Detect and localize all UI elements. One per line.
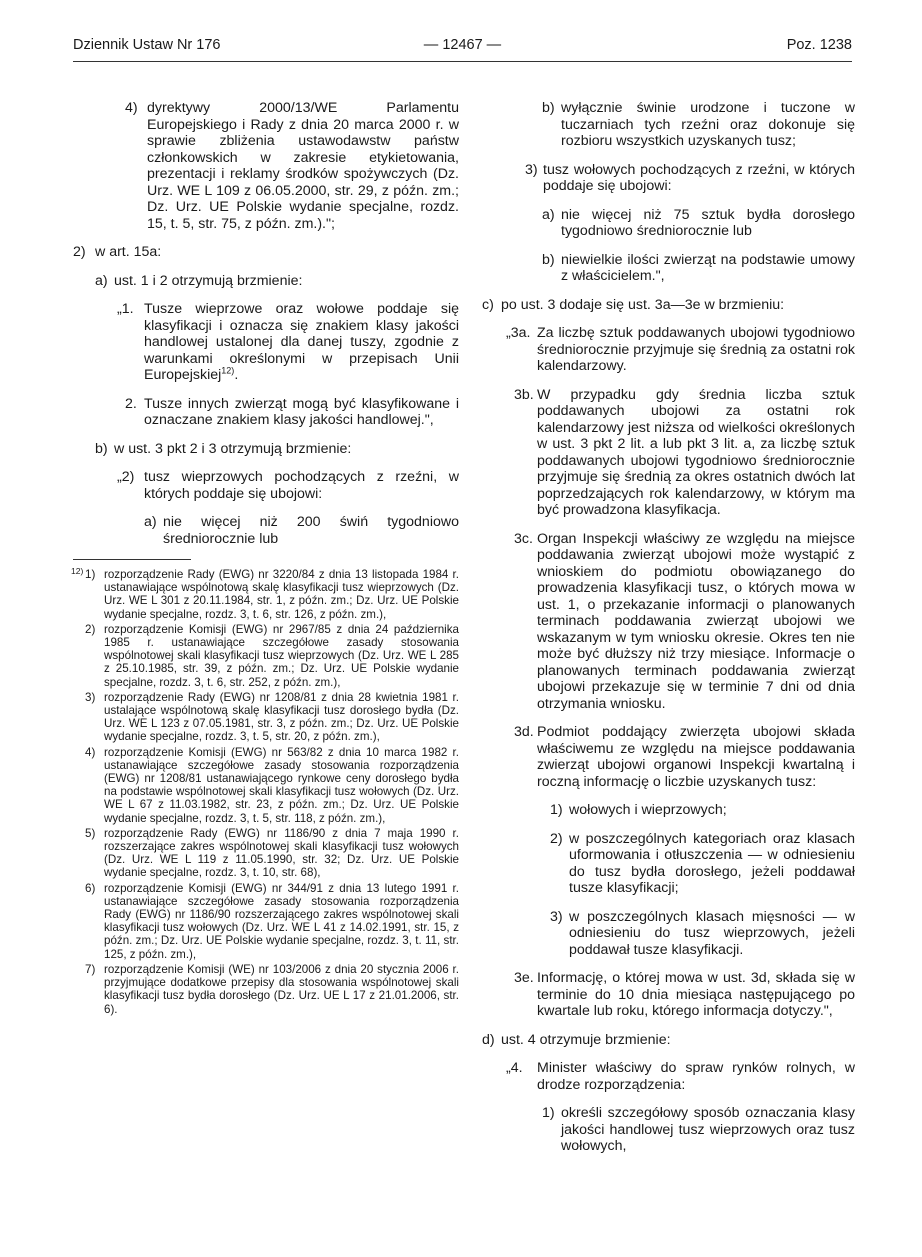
paragraph-3d-point-2: 2) w poszczególnych kategoriach oraz klasach uformowania i otłuszczenia — w odniesieniu do tusz bydła dorosłego, jeżeli poddawał tusze klasyfikacji; bbox=[550, 830, 855, 896]
footnotes bbox=[73, 568, 459, 1016]
position-number: Poz. 1238 bbox=[786, 37, 852, 53]
footnote-item: 6) rozporządzenie Komisji (EWG) nr 344/91 z dnia 13 lutego 1991 r. ustanawiające szczegółowe zasady stosowania rozporządzenia Rady (EWG) nr 1186/90 rozszerzającego zakres wspólnotowej skali klasyfikacji tusz wołowych (Dz. Urz. WE L 41 z 14.02.1991, str. 15, z późn. zm.; Dz. Urz. UE Polskie wydanie specjalne, rozdz. 3, t. 11, str. 125, z późn. zm.), bbox=[85, 881, 459, 961]
page-number: — 12467 — bbox=[423, 37, 502, 53]
footnote-item: 3) rozporządzenie Rady (EWG) nr 1208/81 z dnia 28 kwietnia 1981 r. ustalające wspólnotową skalę klasyfikacji tusz dorosłego bydła (Dz. Urz. WE L 123 z 07.05.1981, str. 3, z późn. zm.; Dz. Urz. UE Polskie wydanie specjalne, rozdz. 3, t. 5, str. 20, z późn. zm.), bbox=[85, 690, 459, 744]
paragraph-2: 2. Tusze innych zwierząt mogą być klasyfikowane i oznaczane znakiem klasy jakości handlowej.", bbox=[125, 395, 459, 428]
paragraph-3d-point-3: 3) w poszczególnych klasach mięsności — w odniesieniu do tusz wieprzowych, jeżeli poddawał tusze klasyfikacji. bbox=[550, 908, 855, 958]
point-2-letter-b: b) wyłącznie świnie urodzone i tuczone w tuczarniach tych rzeźni oraz dokonuje się rozbioru wszystkich uzyskanych tusz; bbox=[542, 100, 855, 149]
point-3-letter-a: a) nie więcej niż 75 sztuk bydła dorosłego tygodniowo średniorocznie lub bbox=[542, 206, 855, 239]
footnote-item: 7) rozporządzenie Komisji (WE) nr 103/2006 z dnia 20 stycznia 2006 r. przyjmujące dodatkowe przepisy dla stosowania wspólnotowej skali klasyfikacji tusz bydła dorosłego (Dz. Urz. UE L 17 z 21.01.2006, str. 6). bbox=[85, 962, 459, 1016]
directive-item-4: 4) dyrektywy 2000/13/WE Parlamentu Europejskiego i Rady z dnia 20 marca 2000 r. w sprawie zbliżenia ustawodawstw państw członkowskich w zakresie etykietowania, prezentacji i reklamy środków spożywczych (Dz. Urz. WE L 109 z 06.05.2000, str. 29, z późn. zm.; Dz. Urz. UE Polskie wydanie specjalne, rozdz. 15, t. 5, str. 75, z późn. zm.)."; bbox=[125, 100, 459, 232]
paragraph-4: „4. Minister właściwy do spraw rynków rolnych, w drodze rozporządzenia: bbox=[506, 1060, 855, 1093]
paragraph-3a: „3a. Za liczbę sztuk poddawanych ubojowi tygodniowo średniorocznie przyjmuje się średnią za ostatni rok kalendarzowy. bbox=[506, 325, 855, 374]
paragraph-3d-point-1: 1) wołowych i wieprzowych; bbox=[550, 802, 727, 818]
right-column bbox=[482, 100, 855, 1167]
point-3-letter-b: b) niewielkie ilości zwierząt na podstawie umowy z właścicielem.", bbox=[542, 251, 855, 284]
point-2-letter-a: a) nie więcej niż 200 świń tygodniowo średniorocznie lub bbox=[144, 514, 459, 547]
journal-title: Dziennik Ustaw Nr 176 bbox=[73, 37, 221, 53]
paragraph-3c: 3c. Organ Inspekcji właściwy ze względu na miejsce poddawania zwierząt ubojowi może wystąpić z wnioskiem do podmiotu obowiązanego do prowadzenia klasyfikacji tusz, o których mowa w ust. 1, o przekazanie informacji o planowanych terminach poddawania zwierząt ubojowi we wskazanym w tym wniosku okresie. Okres ten nie może być dłuższy niż trzy miesiące. Informacje o planowanych terminach poddawania zwierząt ubojowi przekazuje się w terminie 7 dni od dnia otrzymania wniosku. bbox=[514, 530, 855, 712]
paragraph-3e: 3e. Informację, o której mowa w ust. 3d, składa się w terminie do 10 dnia miesiąca następującego po kwartale lub roku, którego informacja dotyczy.", bbox=[514, 970, 855, 1019]
page-header bbox=[73, 37, 852, 62]
letter-c-item: c) po ust. 3 dodaje się ust. 3a—3e w brzmieniu: bbox=[482, 296, 785, 313]
point-3: 3) tusz wołowych pochodzących z rzeźni, w których poddaje się ubojowi: bbox=[525, 161, 855, 194]
footnote-item: 1) rozporządzenie Rady (EWG) nr 3220/84 z dnia 13 listopada 1984 r. ustanawiające wspólnotową skalę klasyfikacji tusz wieprzowych (Dz. Urz. WE L 301 z 20.11.1984, str. 1, z późn. zm.; Dz. Urz. UE Polskie wydanie specjalne, rozdz. 3, t. 6, str. 126, z późn. zm.), bbox=[85, 568, 459, 621]
article-15a-item: 2) w art. 15a: bbox=[73, 244, 162, 260]
point-2: „2) tusz wieprzowych pochodzących z rzeźni, w których poddaje się ubojowi: bbox=[117, 469, 459, 502]
footnote-ref: 12) bbox=[221, 365, 235, 376]
footnote-item: 5) rozporządzenie Rady (EWG) nr 1186/90 z dnia 7 maja 1990 r. rozszerzające zakres wspólnotowej skali klasyfikacji tusz wołowych (Dz. Urz. WE L 119 z 11.05.1990, str. 32; Dz. Urz. UE Polskie wydanie specjalne, rozdz. 3, t. 10, str. 68), bbox=[85, 826, 459, 880]
paragraph-3d: 3d. Podmiot poddający zwierzęta ubojowi składa właściwemu ze względu na miejsce poddawania zwierząt ubojowi organowi Inspekcji kwartalną i roczną informację o liczbie uzyskanych tusz: bbox=[514, 724, 855, 790]
left-column bbox=[73, 100, 459, 1018]
paragraph-1: „1. Tusze wieprzowe oraz wołowe poddaje się klasyfikacji i oznacza się znakiem klasy jakości handlowej ustalonej dla danej tuszy, zgodnie z warunkami określonymi w przepisach Unii Europejskiej$^{12)}$. bbox=[117, 301, 459, 383]
footnote-divider bbox=[73, 559, 191, 560]
footnote-item: 4) rozporządzenie Komisji (EWG) nr 563/82 z dnia 10 marca 1982 r. ustanawiające szczegółowe zasady stosowania rozporządzenia (EWG) nr 1208/81 ustanawiającego rynkowe ceny dorosłego bydła na podstawie wspólnotowej skali klasyfikacji tusz wołowych (Dz. Urz. WE L 67 z 11.03.1982, str. 23, z późn. zm.; Dz. Urz. UE Polskie wydanie specjalne, rozdz. 3, t. 5, str. 118, z późn. zm.), bbox=[85, 745, 459, 825]
footnote-mark: 12) bbox=[71, 566, 84, 576]
paragraph-4-point-1: 1) określi szczegółowy sposób oznaczania klasy jakości handlowej tusz wieprzowych oraz tusz wołowych, bbox=[542, 1105, 855, 1154]
letter-a-item: a) ust. 1 i 2 otrzymują brzmienie: bbox=[95, 272, 303, 289]
letter-b-item: b) w ust. 3 pkt 2 i 3 otrzymują brzmienie: bbox=[95, 440, 352, 457]
paragraph-3b: 3b. W przypadku gdy średnia liczba sztuk poddawanych ubojowi za ostatni rok kalendarzowy jest niższa od wielkości określonych w ust. 3 pkt 2 lit. a lub pkt 3 lit. a, za liczbę sztuk poddawanych ubojowi tygodniowo średniorocznie przyjmuje się średnią za okres ostatnich dwóch lat poprzedzających rok kalendarzowy, w którym ma być prowadzona klasyfikacja. bbox=[514, 386, 855, 518]
footnote-item: 2) rozporządzenie Komisji (EWG) nr 2967/85 z dnia 24 października 1985 r. ustanawiające szczegółowe zasady stosowania wspólnotowej skali klasyfikacji tusz wieprzowych (Dz. Urz. WE L 285 z 25.10.1985, str. 39, z późn. zm.; Dz. Urz. UE Polskie wydanie specjalne, rozdz. 3, t. 6, str. 252, z późn. zm.), bbox=[85, 622, 459, 689]
letter-d-item: d) ust. 4 otrzymuje brzmienie: bbox=[482, 1031, 671, 1048]
